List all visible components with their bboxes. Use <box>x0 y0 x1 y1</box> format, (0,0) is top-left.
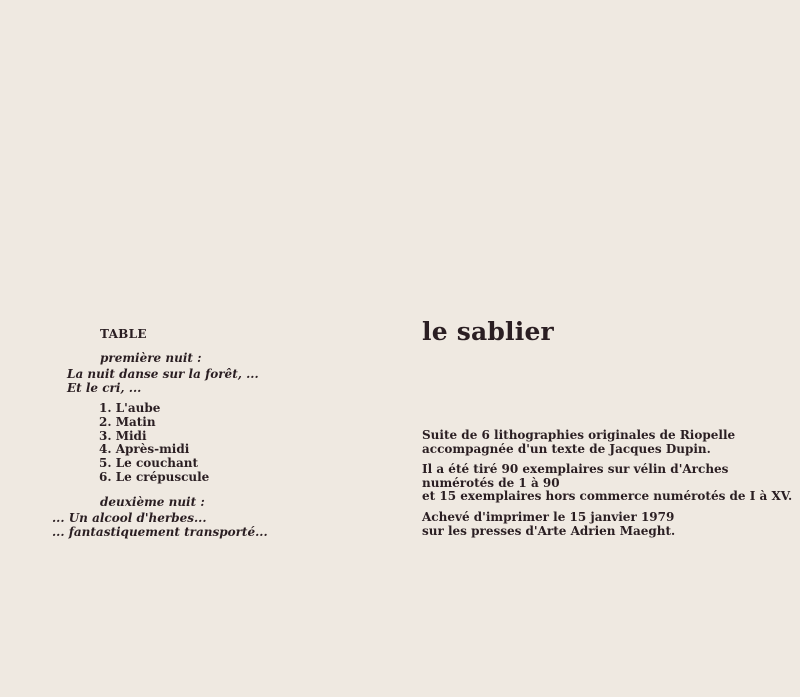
colophon-line: numérotés de 1 à 90 <box>422 475 560 490</box>
night1-line: Et le cri, ... <box>67 381 142 395</box>
part-item: 2. Matin <box>99 414 156 429</box>
night2-lines <box>52 511 268 539</box>
part-item: 3. Midi <box>99 428 147 443</box>
colophon-paragraph-2 <box>422 463 792 504</box>
colophon-line: Suite de 6 lithographies originales de Riopelle <box>422 428 736 442</box>
colophon-line: accompagnée d'un texte de Jacques Dupin. <box>422 441 711 456</box>
colophon-paragraph-1 <box>422 429 735 456</box>
book-title: le sablier <box>422 317 554 346</box>
night1-lines <box>67 367 259 395</box>
table-heading: TABLE <box>100 327 147 341</box>
colophon-line: et 15 exemplaires hors commerce numérotés de I à XV. <box>422 489 793 503</box>
part-item: 6. Le crépuscule <box>99 469 210 484</box>
night2-line: ... Un alcool d'herbes... <box>52 511 207 525</box>
colophon-paragraph-3 <box>422 511 675 538</box>
part-item: 4. Après-midi <box>99 442 190 457</box>
night2-line: ... fantastiquement transporté... <box>52 525 268 539</box>
part-item: 1. L'aube <box>99 401 161 415</box>
night1-line: La nuit danse sur la forêt, ... <box>67 367 259 381</box>
colophon-line: Achevé d'imprimer le 15 janvier 1979 <box>422 510 675 524</box>
table-parts-list <box>99 402 209 485</box>
colophon-line: Il a été tiré 90 exemplaires sur vélin d'Arches <box>422 462 729 476</box>
part-item: 5. Le couchant <box>99 456 199 471</box>
night2-title: deuxième nuit : <box>100 495 205 509</box>
colophon-line: sur les presses d'Arte Adrien Maeght. <box>422 523 676 538</box>
night1-title: première nuit : <box>100 351 202 365</box>
